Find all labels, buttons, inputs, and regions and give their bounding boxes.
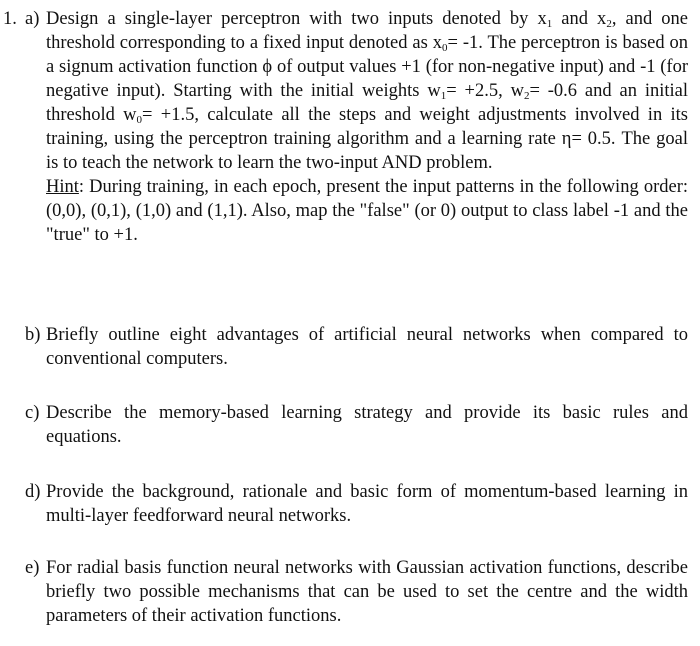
part-c	[25, 401, 688, 449]
part-b-body: Briefly outline eight advantages of artificial neural networks when compared to conventional computers.	[46, 325, 688, 369]
part-a-sub-4: 1	[440, 90, 447, 102]
question-number: 1.	[3, 9, 17, 29]
part-c-body: Describe the memory-based learning strategy and provide its basic rules and equations.	[46, 403, 688, 447]
part-e-body: For radial basis function neural networks with Gaussian activation functions, describe briefly two possible mechanisms that can be used to set the centre and the width parameters of their activation functions.	[46, 558, 688, 626]
part-a-paragraph	[46, 7, 688, 175]
part-a-hint	[46, 175, 688, 247]
part-a-text-6: = -0.6 and an initial threshold w	[46, 81, 689, 125]
part-a-sub-6: 0	[136, 114, 143, 126]
part-a-text-2: and x	[552, 9, 607, 29]
part-a-sub-3: 0	[441, 42, 448, 54]
part-b	[25, 323, 688, 371]
part-a-sub-2: 2	[606, 18, 612, 30]
part-a-sub-1: 1	[546, 18, 553, 30]
part-a	[25, 7, 688, 247]
part-a-sub-5: 2	[523, 90, 530, 102]
part-a-label: a)	[25, 9, 40, 29]
part-a-text-1: Design a single-layer perceptron with two inputs denoted by x	[46, 9, 547, 29]
part-c-label: c)	[25, 403, 40, 423]
part-d-body: Provide the background, rationale and basic form of momentum-based learning in multi-layer feedforward neural networks.	[46, 482, 688, 526]
part-e	[25, 556, 688, 628]
part-a-text-4: = -1. The perceptron is based on a signum activation function ϕ of output values +1 (for non-negative input) and -1 (for negative input). Starting with the initial weights w	[46, 33, 689, 101]
part-d	[25, 480, 688, 528]
part-a-text-3: , and one threshold corresponding to a fixed input denoted as x	[46, 9, 688, 53]
part-a-text-7: = +1.5, calculate all the steps and weight adjustments involved in its training, using the perceptron training algorithm and a learning rate η= 0.5. The goal is to teach the network to learn the two-input AND problem.	[46, 105, 688, 173]
part-b-label: b)	[25, 325, 41, 345]
hint-label: Hint	[46, 177, 79, 197]
hint-text: : During training, in each epoch, present the input patterns in the following order: (0,0), (0,1), (1,0) and (1,1). Also, map the "false" (or 0) output to class label -1 and the "true" to +1.	[46, 177, 688, 245]
part-a-body	[46, 7, 688, 247]
part-e-label: e)	[25, 558, 40, 578]
part-a-text-5: = +2.5, w	[446, 81, 524, 101]
part-d-label: d)	[25, 482, 41, 502]
